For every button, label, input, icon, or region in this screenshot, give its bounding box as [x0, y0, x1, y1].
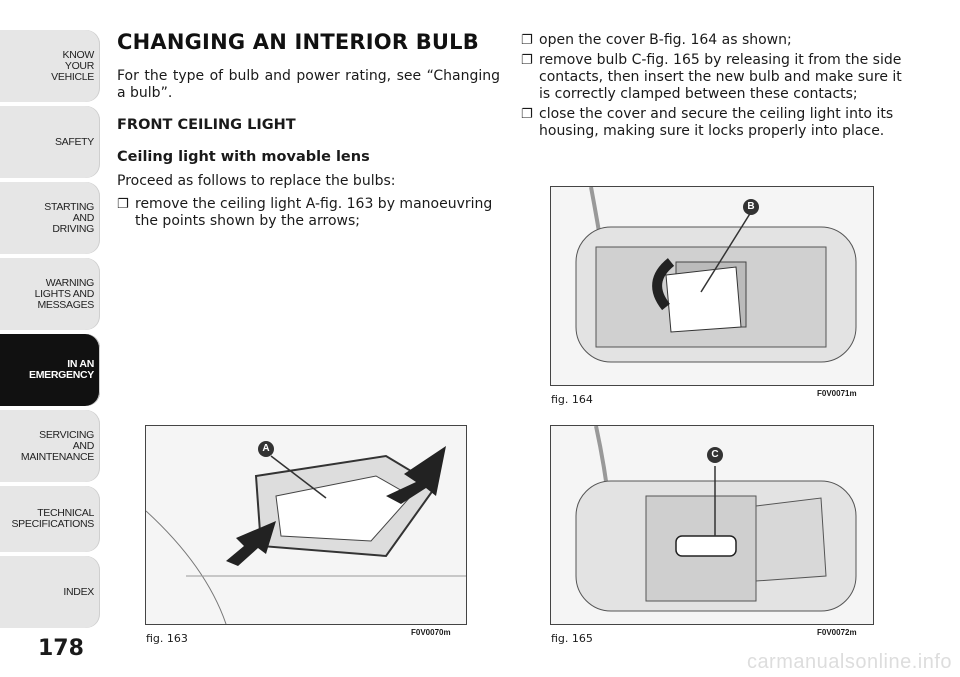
label-b: B — [743, 199, 759, 215]
subsection-heading: Ceiling light with movable lens — [117, 149, 370, 165]
label-a: A — [258, 441, 274, 457]
label-c: C — [707, 447, 723, 463]
figure-163 — [145, 425, 467, 625]
bullet-item: ❐ remove bulb C-fig. 165 by releasing it from the side contacts, then insert the new bulb and make sure it is correctly clamped between these contacts; — [521, 52, 911, 103]
bullet-item: ❐ close the cover and secure the ceiling light into its housing, making sure it locks properly into place. — [521, 106, 911, 140]
figure-code: F0V0070m — [411, 628, 451, 637]
intro-text: For the type of bulb and power rating, see “Changing a bulb”. — [117, 68, 500, 101]
proceed-text: Proceed as follows to replace the bulbs: — [117, 173, 396, 189]
tab-index[interactable]: INDEX — [0, 556, 100, 628]
figure-code: F0V0072m — [817, 628, 857, 637]
section-heading: FRONT CEILING LIGHT — [117, 117, 296, 133]
tab-starting-and-driving[interactable]: STARTING AND DRIVING — [0, 182, 100, 254]
tab-safety[interactable]: SAFETY — [0, 106, 100, 178]
left-column — [117, 30, 500, 230]
ceiling-light-removal-illustration — [146, 426, 466, 624]
figure-code: F0V0071m — [817, 389, 857, 398]
bullet-item: ❐ remove the ceiling light A-fig. 163 by manoeuvring the points shown by the arrows; — [117, 196, 500, 230]
right-column — [521, 32, 911, 140]
page-title: CHANGING AN INTERIOR BULB — [117, 30, 479, 54]
figure-165 — [550, 425, 874, 625]
figure-164 — [550, 186, 874, 386]
figure-caption: fig. 165 — [551, 632, 593, 645]
tab-know-your-vehicle[interactable]: KNOW YOUR VEHICLE — [0, 30, 100, 102]
bullet-item: ❐ open the cover B-fig. 164 as shown; — [521, 32, 911, 49]
ceiling-light-cover-illustration — [551, 187, 873, 385]
figure-caption: fig. 163 — [146, 632, 188, 645]
tab-in-an-emergency[interactable]: IN AN EMERGENCY — [0, 334, 100, 406]
page-number: 178 — [38, 636, 84, 661]
figure-caption: fig. 164 — [551, 393, 593, 406]
tab-servicing[interactable]: SERVICING AND MAINTENANCE — [0, 410, 100, 482]
tab-technical-specifications[interactable]: TECHNICAL SPECIFICATIONS — [0, 486, 100, 552]
watermark: carmanualsonline.info — [746, 651, 952, 673]
tab-warning-lights[interactable]: WARNING LIGHTS AND MESSAGES — [0, 258, 100, 330]
